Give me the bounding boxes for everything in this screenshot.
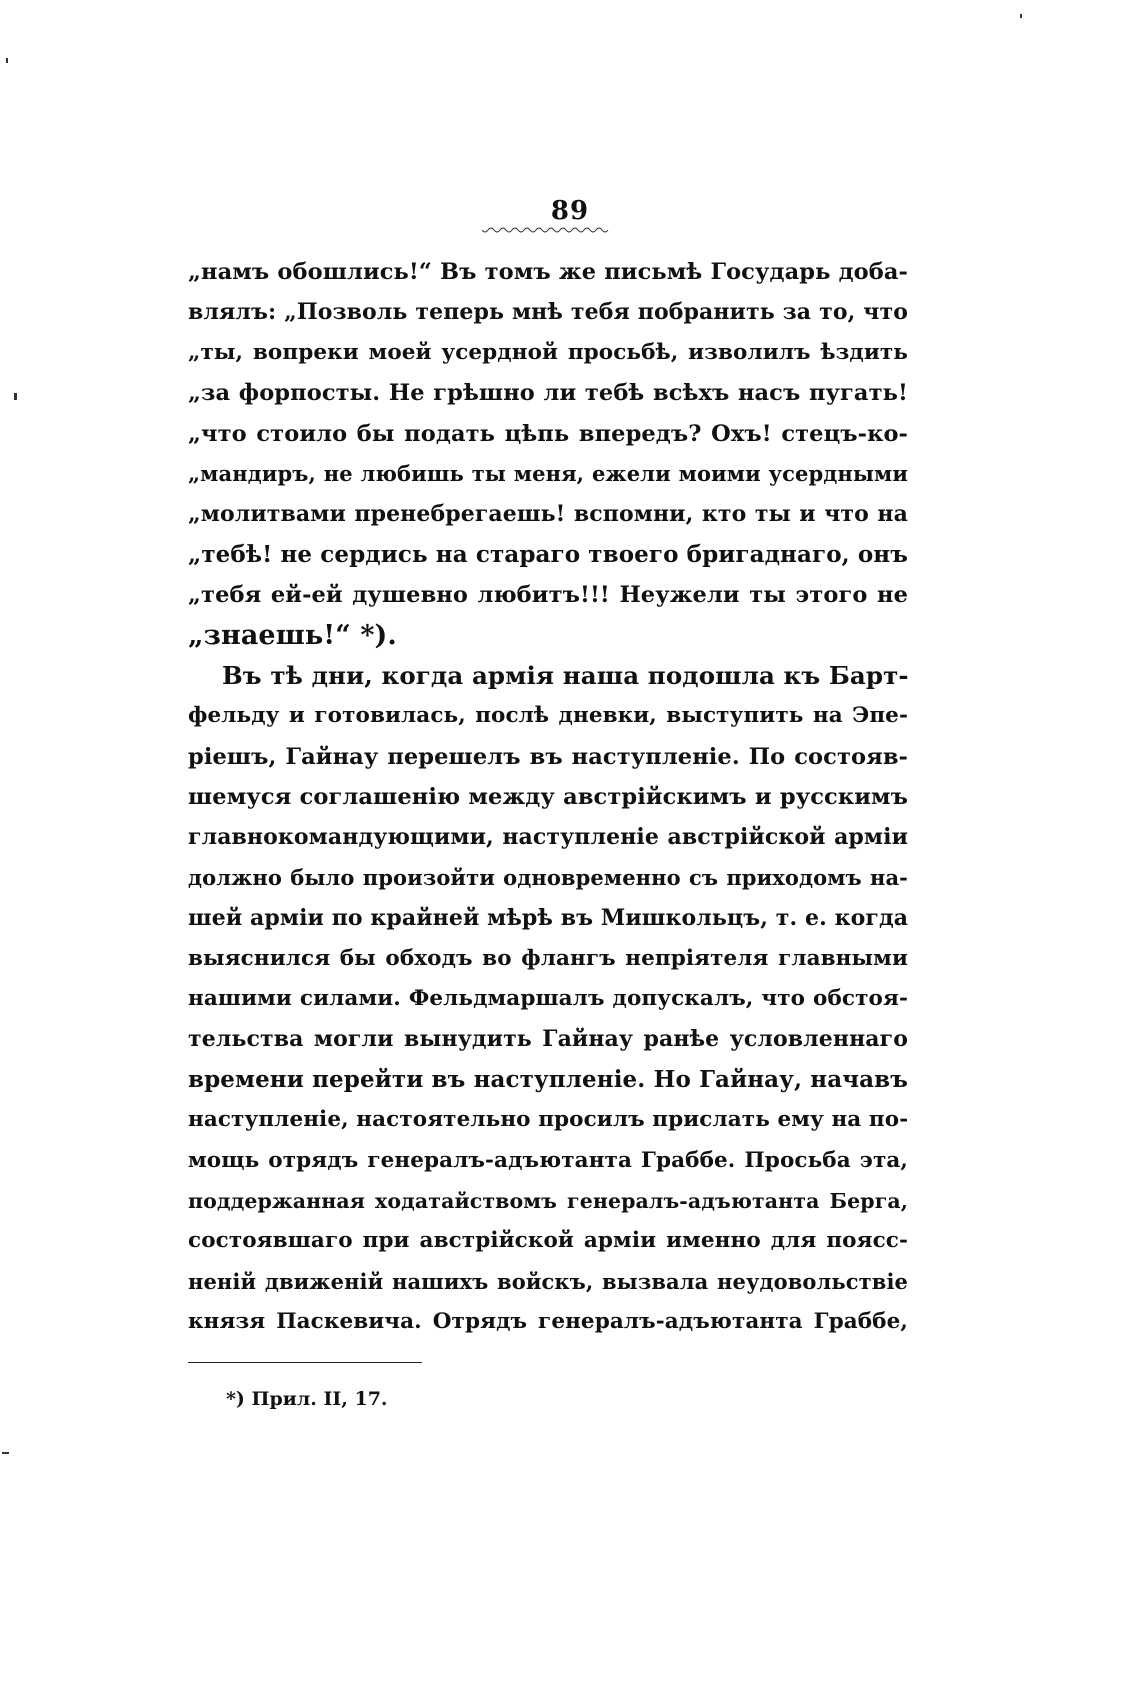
text-line: „мандиръ, не любишь ты меня, ежели моими усердными xyxy=(188,460,908,486)
text-line: времени перейти въ наступленіе. Но Гайнау, начавъ xyxy=(188,1065,908,1093)
text-line: „ты, вопреки моей усердной просьбѣ, изволилъ ѣздить xyxy=(188,339,908,365)
text-line: фельду и готовилась, послѣ дневки, выступить на Эпе- xyxy=(188,703,908,729)
text-line: выяснился бы обходъ во флангъ непріятеля главными xyxy=(188,945,908,971)
text-line: „тебя ей-ей душевно любитъ!!! Неужели ты этого не xyxy=(188,582,908,609)
text-line: поддержанная ходатайствомъ генералъ-адъютанта Берга, xyxy=(188,1188,908,1213)
text-line: влялъ: „Позволь теперь мнѣ тебя побранить за то, что xyxy=(188,299,908,326)
text-line: тельства могли вынудить Гайнау ранѣе условленнаго xyxy=(188,1026,908,1053)
text-line: „молитвами пренебрегаешь! вспомни, кто ты и что на xyxy=(188,501,908,528)
text-line: „тебѣ! не сердись на стараго твоего бригаднаго, онъ xyxy=(188,540,908,568)
text-line: нашими силами. Фельдмаршалъ допускалъ, что обстоя- xyxy=(188,986,908,1012)
text-line: „за форпосты. Не грѣшно ли тебѣ всѣхъ насъ пугать! xyxy=(188,380,908,407)
scan-speck xyxy=(1020,14,1022,18)
footnote: *) Прил. II, 17. xyxy=(226,1388,388,1410)
text-line: неній движеній нашихъ войскъ, вызвала неудовольствіе xyxy=(188,1268,908,1294)
text-line: „намъ обошлись!“ Въ томъ же письмѣ Государь доба- xyxy=(188,259,908,285)
text-line: мощь отрядъ генералъ-адъютанта Граббе. Просьба эта, xyxy=(188,1147,908,1173)
text-line: состоявшаго при австрійской арміи именно для поясс- xyxy=(188,1228,908,1254)
text-line: „знаешь!“ *). xyxy=(188,619,397,651)
text-line: шей арміи по крайней мѣрѣ въ Мишкольцъ, т. е. когда xyxy=(188,905,909,932)
text-line: наступленіе, настоятельно просилъ прислать ему на по- xyxy=(188,1107,909,1133)
text-line: шемуся соглашенію между австрійскимъ и русскимъ xyxy=(188,784,908,811)
scan-speck xyxy=(14,393,17,400)
body-text xyxy=(188,252,908,1343)
scan-speck xyxy=(2,1452,9,1454)
text-line: главнокомандующими, наступленіе австрійской арміи xyxy=(188,824,908,851)
footnote-divider xyxy=(188,1362,422,1363)
text-line: „что стоило бы подать цѣпь впередъ? Охъ! стецъ-ко- xyxy=(188,420,908,447)
wavy-underline-ornament xyxy=(480,226,610,236)
text-line: ріешъ, Гайнау перешелъ въ наступленіе. По состояв- xyxy=(188,743,908,770)
text-line: князя Паскевича. Отрядъ генералъ-адъютанта Граббе, xyxy=(188,1309,908,1335)
scan-speck xyxy=(6,58,8,63)
text-line: должно было произойти одновременно съ приходомъ на- xyxy=(188,864,908,890)
page-number: 89 xyxy=(550,196,590,226)
paragraph-start-line: Въ тѣ дни, когда армія наша подошла къ Барт- xyxy=(222,660,909,690)
